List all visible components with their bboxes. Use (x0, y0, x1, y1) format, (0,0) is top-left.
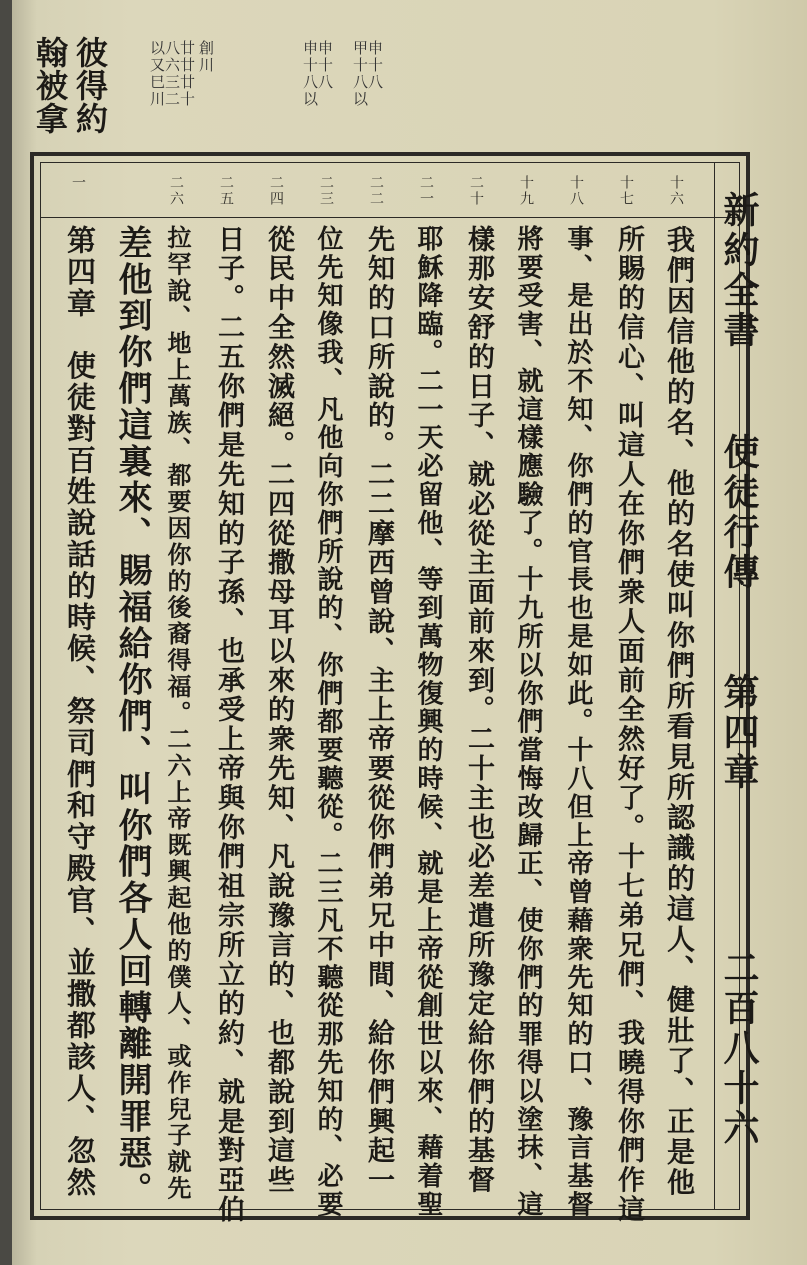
line-number: 二十 (468, 175, 484, 207)
line-number: 十七 (618, 175, 634, 207)
line-number: 二二 (368, 175, 384, 207)
text-column: 差他到你們這裏來、賜福給你們、叫你們各人回轉離開罪惡。 (112, 225, 152, 1208)
page-number: 二百八十六 (718, 949, 760, 1149)
line-number: 二一 (418, 175, 434, 207)
ref-deut-2: 申十八 甲十八以 (351, 40, 384, 108)
ref-column-1: 翰被拿 (31, 36, 69, 135)
ref-column-2: 彼得約 (71, 36, 109, 135)
ref-deut-1: 申十八 申十八以 (301, 40, 334, 108)
text-column: 拉罕說、地上萬族、都要因你的後裔得福。二六上帝既興起他的僕人、或作兒子就先 (163, 225, 192, 1202)
book-page (12, 0, 807, 1265)
book-title: 新約全書 (718, 191, 760, 351)
text-column: 先知的口所說的。二二摩西曾說、主上帝要從你們弟兄中間、給你們興起一 (363, 225, 394, 1196)
text-column: 將要受害、就這樣應驗了。十九所以你們當悔改歸正、使你們的罪得以塗抹、這 (513, 225, 543, 1219)
text-column-chapter-start: 第四章 使徒對百姓說話的時候、祭司們和守殿官、並撒都該人、忽然 (63, 225, 97, 1199)
line-number: 十九 (518, 175, 534, 207)
line-number: 二五 (218, 175, 234, 207)
chapter-heading: 第四章 (718, 673, 760, 793)
text-frame (30, 152, 760, 1225)
text-column: 樣那安舒的日子、就必從主面前來到。二十主也必差遣所豫定給你們的基督 (463, 225, 494, 1196)
line-number: 二六 (168, 175, 184, 207)
line-number: 一 (70, 175, 86, 191)
text-column: 日子。二五你們是先知的子孫、也承受上帝與你們祖宗所立的約、就是對亞伯 (213, 225, 244, 1225)
line-number-divider (41, 217, 739, 218)
text-column: 耶穌降臨。二一天必留他、等到萬物復興的時候、就是上帝從創世以來、藉着聖 (413, 225, 443, 1219)
text-column: 從民中全然滅絕。二四從撒母耳以來的衆先知、凡說豫言的、也都說到這些 (263, 225, 294, 1196)
text-column: 位先知像我、凡他向你們所說的、你們都要聽從。二三凡不聽從那先知的、必要 (313, 225, 343, 1219)
header-divider (714, 163, 715, 1209)
book-name: 使徒行傳 (718, 433, 760, 593)
line-number: 十六 (668, 175, 684, 207)
ref-verse-numbers: 廿廿廿十 八六三二 以又巳川 (148, 40, 196, 108)
line-number: 二四 (268, 175, 284, 207)
ref-genesis: 創川 (197, 40, 215, 74)
text-column: 我們因信他的名、他的名使叫你們所看見所認識的這人、健壯了、正是他 (663, 225, 696, 1198)
text-column: 事、是出於不知、你們的官長也是如此。十八但上帝曾藉衆先知的口、豫言基督 (563, 225, 593, 1219)
line-number: 十八 (568, 175, 584, 207)
text-column: 所賜的信心、叫這人在你們衆人面前全然好了。十七弟兄們、我曉得你們作這 (613, 225, 644, 1225)
frame-inner-border (40, 162, 760, 1225)
line-number: 二三 (318, 175, 334, 207)
